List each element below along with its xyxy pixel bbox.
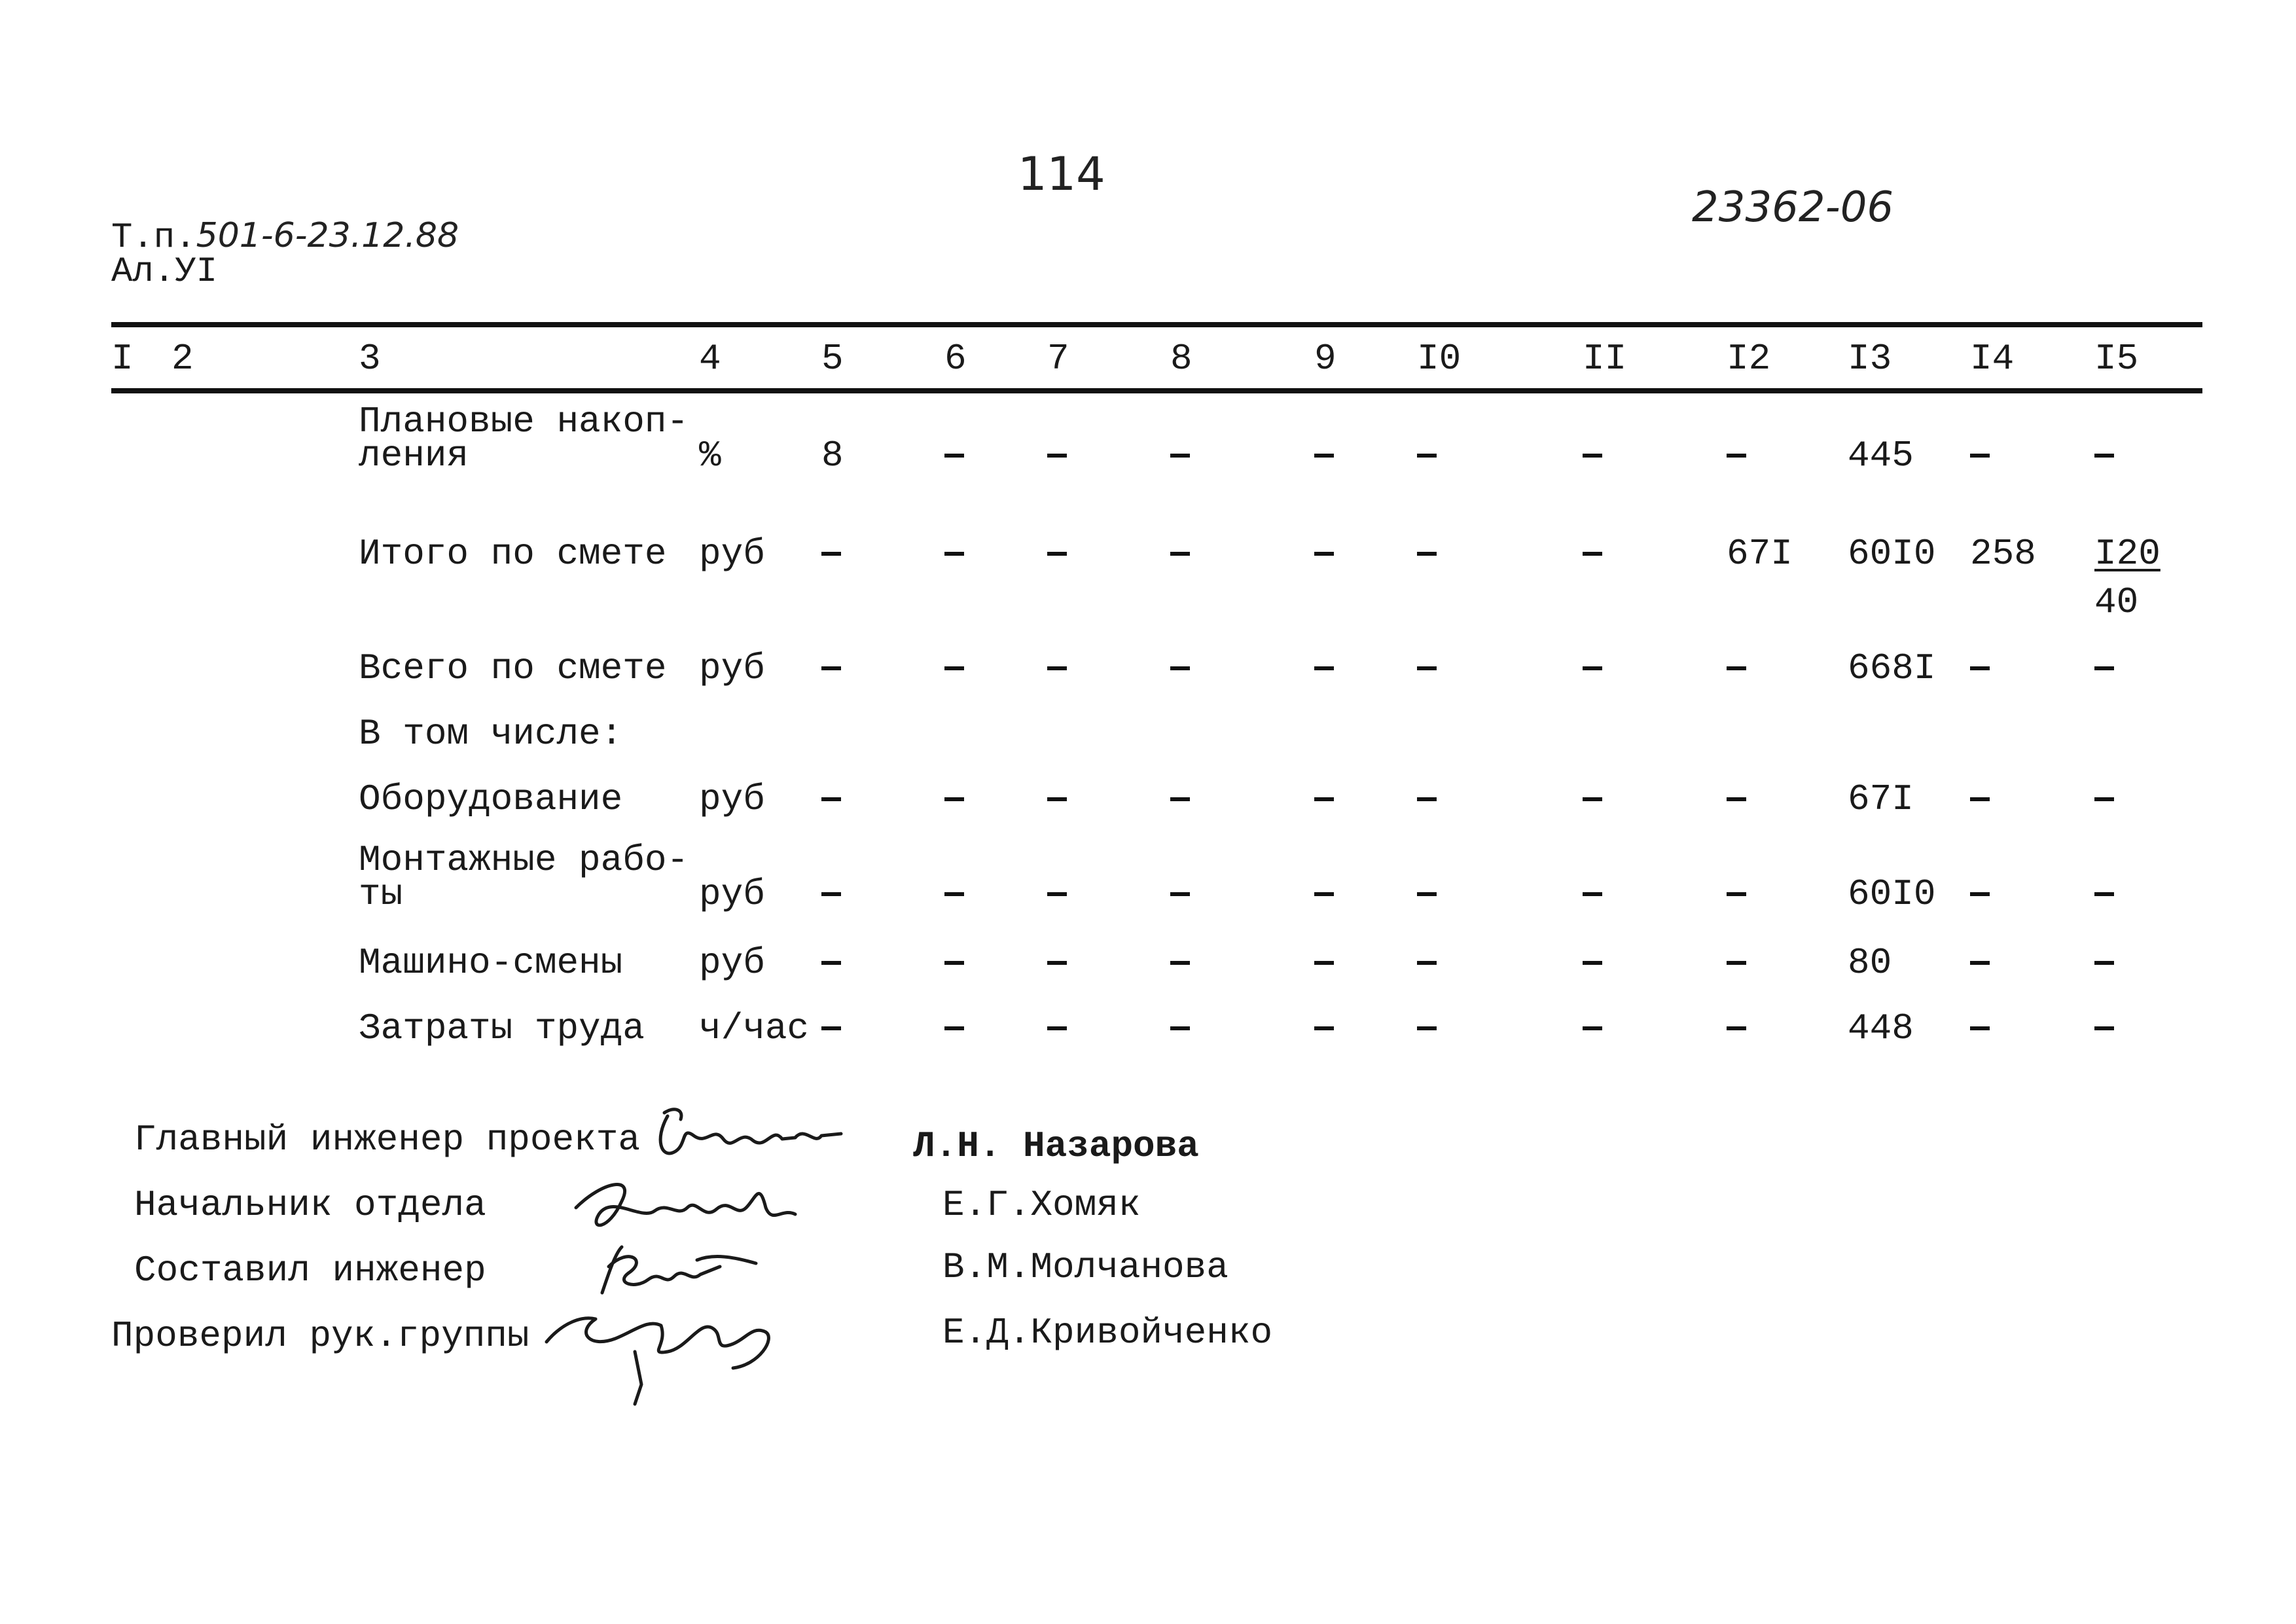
row-label-line: Монтажные рабо- (359, 839, 689, 881)
empty-cell-dash (1583, 1009, 1602, 1048)
signature-name: Е.Д.Кривойченко (942, 1312, 1273, 1354)
column-header: I5 (2094, 338, 2139, 380)
empty-cell-dash (1583, 780, 1602, 819)
row-label-line: Плановые накоп- (359, 401, 689, 442)
empty-cell-dash (1314, 534, 1334, 573)
row-label-line: Машино-смены (359, 942, 623, 984)
dash-mark (944, 454, 964, 458)
table-header-rule (111, 388, 2202, 393)
empty-cell-dash (944, 943, 964, 983)
empty-cell-dash (821, 875, 841, 914)
empty-cell-dash (821, 534, 841, 573)
dash-mark (1417, 1026, 1437, 1030)
dash-mark (1727, 797, 1746, 801)
dash-mark (1727, 1026, 1746, 1030)
empty-cell-dash (1970, 875, 1990, 914)
empty-cell-dash (1170, 780, 1190, 819)
dash-mark (821, 1026, 841, 1030)
dash-mark (1727, 892, 1746, 896)
empty-cell-dash (2094, 649, 2114, 688)
signature-chief-engineer (648, 1100, 844, 1172)
row-label (359, 942, 623, 984)
row-label-line: Оборудование (359, 778, 623, 820)
empty-cell-dash (1970, 1009, 1990, 1048)
row-label (359, 401, 689, 477)
empty-cell-dash (1417, 534, 1437, 573)
dash-mark (944, 892, 964, 896)
signature-group-leader (537, 1293, 825, 1424)
dash-mark (1583, 552, 1602, 556)
value-cell: 67I (1727, 533, 1793, 575)
empty-cell-dash (1170, 875, 1190, 914)
dash-mark (1417, 892, 1437, 896)
unit-cell: ч/час (699, 1007, 810, 1049)
dash-mark (1727, 454, 1746, 458)
column-header: I (111, 338, 134, 380)
column-header: 4 (699, 338, 721, 380)
empty-cell-dash (1970, 649, 1990, 688)
empty-cell-dash (944, 780, 964, 819)
dash-mark (1170, 666, 1190, 670)
empty-cell-dash (944, 534, 964, 573)
dash-mark (1047, 1026, 1067, 1030)
dash-mark (1314, 892, 1334, 896)
value-cell: 258 (1970, 533, 2036, 575)
empty-cell-dash (821, 780, 841, 819)
page-number: 114 (1018, 147, 1105, 201)
column-header: 7 (1047, 338, 1069, 380)
dash-mark (1170, 892, 1190, 896)
empty-cell-dash (2094, 1009, 2114, 1048)
column-header: 3 (359, 338, 381, 380)
empty-cell-dash (1417, 875, 1437, 914)
value-cell: I20 (2094, 533, 2161, 575)
column-header: 5 (821, 338, 844, 380)
row-label (359, 778, 623, 820)
empty-cell-dash (1727, 780, 1746, 819)
empty-cell-dash (1970, 436, 1990, 475)
empty-cell-dash (1583, 943, 1602, 983)
value-cell: 60I0 (1848, 873, 1936, 915)
dash-mark (1170, 797, 1190, 801)
tp-value: 501-6-23.12.88 (196, 216, 459, 255)
empty-cell-dash (2094, 780, 2114, 819)
document-code: 23362-06 (1692, 183, 1894, 232)
empty-cell-dash (2094, 875, 2114, 914)
dash-mark (1583, 892, 1602, 896)
value-cell: 60I0 (1848, 533, 1936, 575)
empty-cell-dash (1047, 943, 1067, 983)
dash-mark (1047, 666, 1067, 670)
empty-cell-dash (821, 943, 841, 983)
empty-cell-dash (1727, 436, 1746, 475)
empty-cell-dash (1417, 1009, 1437, 1048)
unit-cell: руб (699, 873, 765, 915)
empty-cell-dash (1314, 943, 1334, 983)
column-header: 6 (944, 338, 967, 380)
unit-cell: руб (699, 942, 765, 984)
empty-cell-dash (1583, 649, 1602, 688)
column-header: I4 (1970, 338, 2015, 380)
empty-cell-dash (821, 649, 841, 688)
unit-cell: % (699, 435, 721, 477)
tp-prefix: Т.п. (111, 218, 196, 258)
empty-cell-dash (1727, 1009, 1746, 1048)
dash-mark (1970, 666, 1990, 670)
row-label (359, 839, 689, 915)
empty-cell-dash (1727, 875, 1746, 914)
empty-cell-dash (1170, 436, 1190, 475)
unit-cell: руб (699, 533, 765, 575)
signature-role: Начальник отдела (134, 1184, 486, 1226)
dash-mark (2094, 797, 2114, 801)
dash-mark (1417, 961, 1437, 965)
row-label-line: ты (359, 873, 403, 915)
dash-mark (944, 666, 964, 670)
dash-mark (1047, 552, 1067, 556)
dash-mark (1047, 454, 1067, 458)
dash-mark (1970, 892, 1990, 896)
empty-cell-dash (1417, 780, 1437, 819)
dash-mark (1727, 961, 1746, 965)
table-top-rule (111, 322, 2202, 327)
row-label-line: В том числе: (359, 713, 623, 755)
dash-mark (821, 552, 841, 556)
column-header: I0 (1417, 338, 1462, 380)
empty-cell-dash (1970, 943, 1990, 983)
signature-role: Составил инженер (134, 1250, 486, 1291)
row-label-line: Итого по смете (359, 533, 667, 575)
dash-mark (1417, 797, 1437, 801)
dash-mark (1047, 797, 1067, 801)
dash-mark (1970, 1026, 1990, 1030)
signature-name: В.М.Молчанова (942, 1246, 1229, 1288)
unit-cell: руб (699, 647, 765, 689)
value-cell: 448 (1848, 1007, 1914, 1049)
empty-cell-dash (1170, 649, 1190, 688)
album-label: Ал.УI (111, 252, 218, 292)
dash-mark (821, 961, 841, 965)
row-label-line: ления (359, 435, 469, 477)
dash-mark (1583, 961, 1602, 965)
empty-cell-dash (1047, 534, 1067, 573)
dash-mark (1314, 552, 1334, 556)
empty-cell-dash (1314, 436, 1334, 475)
empty-cell-dash (1314, 649, 1334, 688)
column-header: I2 (1727, 338, 1771, 380)
dash-mark (1170, 454, 1190, 458)
dash-mark (1417, 454, 1437, 458)
dash-mark (1970, 961, 1990, 965)
dash-mark (1170, 552, 1190, 556)
empty-cell-dash (1583, 875, 1602, 914)
unit-cell: руб (699, 778, 765, 820)
dash-mark (1417, 666, 1437, 670)
empty-cell-dash (1970, 780, 1990, 819)
column-header: I3 (1848, 338, 1892, 380)
empty-cell-dash (1314, 780, 1334, 819)
dash-mark (2094, 961, 2114, 965)
dash-mark (944, 961, 964, 965)
dash-mark (1047, 892, 1067, 896)
row-label-line: Затраты труда (359, 1007, 645, 1049)
value-cell: 67I (1848, 778, 1914, 820)
empty-cell-dash (1583, 534, 1602, 573)
empty-cell-dash (1583, 436, 1602, 475)
empty-cell-dash (944, 1009, 964, 1048)
dash-mark (1314, 797, 1334, 801)
dash-mark (1417, 552, 1437, 556)
dash-mark (1170, 1026, 1190, 1030)
row-label (359, 1007, 645, 1049)
value-cell: 8 (821, 435, 844, 477)
dash-mark (944, 797, 964, 801)
empty-cell-dash (1170, 534, 1190, 573)
dash-mark (1047, 961, 1067, 965)
value-cell: 668I (1848, 647, 1936, 689)
signature-role: Главный инженер проекта (134, 1119, 640, 1161)
row-label-line: Всего по смете (359, 647, 667, 689)
dash-mark (1970, 797, 1990, 801)
empty-cell-dash (1170, 1009, 1190, 1048)
dash-mark (1583, 797, 1602, 801)
empty-cell-dash (1170, 943, 1190, 983)
empty-cell-dash (2094, 436, 2114, 475)
empty-cell-dash (1314, 875, 1334, 914)
dash-mark (1583, 1026, 1602, 1030)
dash-mark (2094, 1026, 2114, 1030)
dash-mark (1314, 961, 1334, 965)
dash-mark (1583, 454, 1602, 458)
column-header: 9 (1314, 338, 1336, 380)
dash-mark (1314, 666, 1334, 670)
dash-mark (821, 892, 841, 896)
empty-cell-dash (1047, 1009, 1067, 1048)
empty-cell-dash (1417, 943, 1437, 983)
dash-mark (944, 1026, 964, 1030)
dash-mark (2094, 666, 2114, 670)
column-header: 8 (1170, 338, 1193, 380)
signature-role: Проверил рук.группы (111, 1315, 529, 1357)
empty-cell-dash (1314, 1009, 1334, 1048)
dash-mark (1970, 454, 1990, 458)
empty-cell-dash (944, 436, 964, 475)
empty-cell-dash (1047, 875, 1067, 914)
empty-cell-dash (1047, 780, 1067, 819)
row-label (359, 713, 623, 755)
dash-mark (1583, 666, 1602, 670)
signature-name: Л.Н. Назарова (913, 1125, 1199, 1167)
dash-mark (2094, 454, 2114, 458)
signature-head-of-department (563, 1168, 825, 1240)
empty-cell-dash (821, 1009, 841, 1048)
empty-cell-dash (1047, 649, 1067, 688)
empty-cell-dash (944, 649, 964, 688)
dash-mark (1170, 961, 1190, 965)
column-header: 2 (171, 338, 194, 380)
empty-cell-dash (1047, 436, 1067, 475)
signature-name: Е.Г.Хомяк (942, 1184, 1141, 1226)
column-header: II (1583, 338, 1627, 380)
dash-mark (2094, 892, 2114, 896)
row-label (359, 533, 667, 575)
empty-cell-dash (1417, 436, 1437, 475)
row-label (359, 647, 667, 689)
dash-mark (1727, 666, 1746, 670)
dash-mark (821, 666, 841, 670)
empty-cell-dash (2094, 943, 2114, 983)
value-cell: 80 (1848, 942, 1892, 984)
empty-cell-dash (1417, 649, 1437, 688)
empty-cell-dash (944, 875, 964, 914)
value-cell: 445 (1848, 435, 1914, 477)
empty-cell-dash (1727, 943, 1746, 983)
dash-mark (1314, 454, 1334, 458)
value-cell-continuation: 40 (2094, 581, 2139, 623)
dash-mark (821, 797, 841, 801)
dash-mark (1314, 1026, 1334, 1030)
empty-cell-dash (1727, 649, 1746, 688)
dash-mark (944, 552, 964, 556)
